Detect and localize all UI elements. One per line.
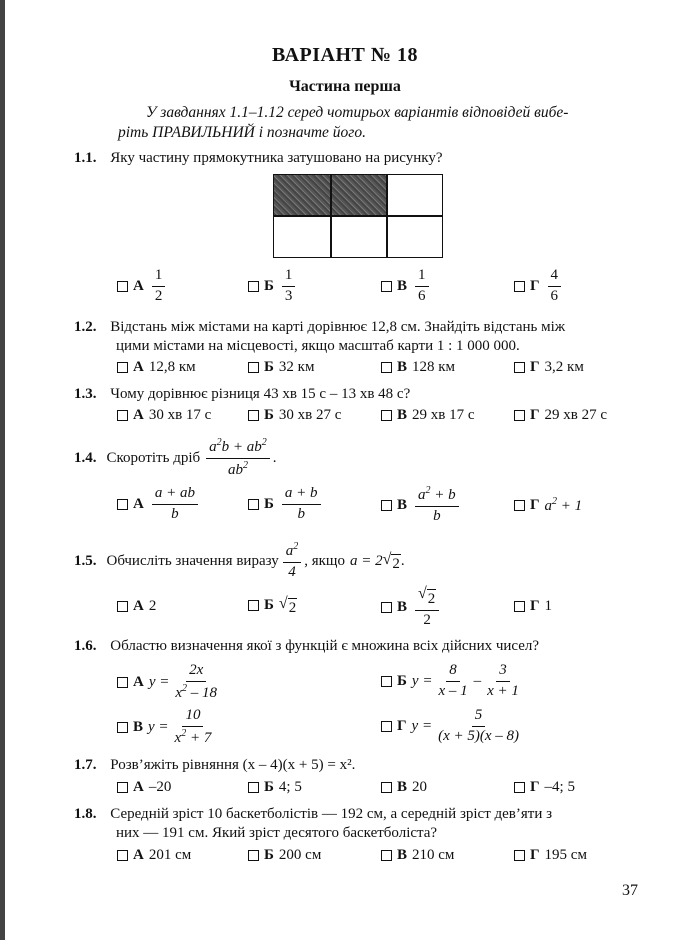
question-1-8: 1.8. Середній зріст 10 баскетболістів — 192 см, а середній зріст дев’яти з [74,806,553,822]
question-1-2-line2: цими містами на місцевості, якщо масштаб карти 1 : 1 000 000. [116,338,520,354]
checkbox[interactable] [514,500,525,511]
checkbox[interactable] [117,601,128,612]
checkbox[interactable] [381,676,392,687]
checkbox[interactable] [117,782,128,793]
checkbox[interactable] [248,362,259,373]
question-number: 1.1. [74,150,97,166]
q4-option-c[interactable]: В $\frac{a^2 + b}{b}$ [381,486,462,525]
q2-option-a[interactable]: А 12,8 км [117,359,196,376]
q4-option-b[interactable]: Б $\frac{a + b}{b}$ [248,486,324,523]
q4-option-d[interactable]: Г $a^2 + 1$ [514,496,582,515]
question-1-3: 1.3. Чому дорівнює різниця 43 хв 15 с – 13 хв 48 с? [74,386,411,402]
q1-option-b[interactable]: Б $\frac{1}{3}$ [248,268,298,305]
q7-option-a[interactable]: А –20 [117,779,171,796]
section-subtitle: Частина перша [289,78,401,95]
q4-option-a[interactable]: А $\frac{a + ab}{b}$ [117,486,201,523]
page-number: 37 [622,882,638,899]
checkbox[interactable] [381,362,392,373]
q2-option-b[interactable]: Б 32 км [248,359,314,376]
checkbox[interactable] [248,499,259,510]
question-1-1 [74,150,442,167]
q7-option-d[interactable]: Г –4; 5 [514,779,575,796]
instruction-line-1: У завданнях 1.1–1.12 серед чотирьох варіантів відповідей вибе- [146,104,569,121]
q2-option-d[interactable]: Г 3,2 км [514,359,584,376]
question-text: Яку частину прямокутника затушовано на рисунку? [110,150,443,166]
scan-edge [0,0,5,940]
checkbox[interactable] [514,601,525,612]
checkbox[interactable] [381,721,392,732]
shaded-cell [330,175,387,215]
question-1-6: 1.6. Областю визначення якої з функцій є множина всіх дійсних чисел? [74,638,540,654]
checkbox[interactable] [117,362,128,373]
checkbox[interactable] [514,362,525,373]
q3-option-b[interactable]: Б 30 хв 27 с [248,407,341,424]
q8-option-a[interactable]: А 201 см [117,847,191,864]
q5-option-b[interactable]: Б √ 2 [248,595,297,617]
q8-option-d[interactable]: Г 195 см [514,847,587,864]
checkbox[interactable] [514,281,525,292]
question-1-8-line2: них — 191 см. Який зріст десятого баскетболіста? [116,825,438,841]
grid-line [274,215,442,217]
question-1-4: 1.4. Скоротіть дріб $\frac{a^2b + ab^2}{ab^2}$ . [74,437,277,478]
checkbox[interactable] [248,410,259,421]
fraction-expression: $\frac{a^2b + ab^2}{ab^2}$ [206,438,270,479]
checkbox[interactable] [514,782,525,793]
q6-option-c[interactable]: В y = $\frac{10}{x^2 + 7}$ [117,708,217,747]
checkbox[interactable] [248,281,259,292]
checkbox[interactable] [248,850,259,861]
checkbox[interactable] [381,602,392,613]
q2-option-c[interactable]: В 128 км [381,359,455,376]
rectangle-figure [273,174,443,258]
q5-option-a[interactable]: А 2 [117,598,156,615]
shaded-cell [274,175,330,215]
checkbox[interactable] [117,677,128,688]
q6-option-d[interactable]: Г y = $\frac{5}{(x + 5)(x - 8)}$ [381,708,525,745]
q3-option-a[interactable]: А 30 хв 17 с [117,407,211,424]
q5-option-c[interactable]: В √ 2 2 [381,586,442,628]
checkbox[interactable] [117,850,128,861]
instruction-line-2: ріть ПРАВИЛЬНИЙ і позначте його. [118,124,366,141]
q1-option-d[interactable]: Г $\frac{4}{6}$ [514,268,564,305]
checkbox[interactable] [381,850,392,861]
checkbox[interactable] [381,500,392,511]
checkbox[interactable] [117,722,128,733]
question-1-7: 1.7. Розв’яжіть рівняння (x – 4)(x + 5) = x². [74,757,356,773]
q3-option-c[interactable]: В 29 хв 17 с [381,407,475,424]
q3-option-d[interactable]: Г 29 хв 27 с [514,407,607,424]
q1-option-c[interactable]: В $\frac{1}{6}$ [381,268,432,305]
q8-option-c[interactable]: В 210 см [381,847,454,864]
q7-option-b[interactable]: Б 4; 5 [248,779,302,796]
q6-option-a[interactable]: А y = $\frac{2x}{x^2 - 18}$ [117,663,223,702]
checkbox[interactable] [381,410,392,421]
checkbox[interactable] [117,281,128,292]
q6-option-b[interactable]: Б y = $\frac{8}{x - 1}$ – $\frac{3}{x + 1}$ [381,663,525,700]
checkbox[interactable] [514,410,525,421]
checkbox[interactable] [117,499,128,510]
q1-option-a[interactable]: А $\frac{1}{2}$ [117,268,168,305]
q5-option-d[interactable]: Г 1 [514,598,552,615]
question-1-2: 1.2. Відстань між містами на карті дорівнює 12,8 см. Знайдіть відстань між [74,319,566,335]
question-1-5: 1.5. Обчисліть значення виразу $\frac{a^2}{4}$ , якщо a = 2 √ 2 . [74,541,405,580]
checkbox[interactable] [381,782,392,793]
checkbox[interactable] [248,782,259,793]
checkbox[interactable] [248,600,259,611]
q8-option-b[interactable]: Б 200 см [248,847,321,864]
checkbox[interactable] [514,850,525,861]
page-title: ВАРІАНТ № 18 [272,44,418,66]
checkbox[interactable] [381,281,392,292]
checkbox[interactable] [117,410,128,421]
q7-option-c[interactable]: В 20 [381,779,427,796]
